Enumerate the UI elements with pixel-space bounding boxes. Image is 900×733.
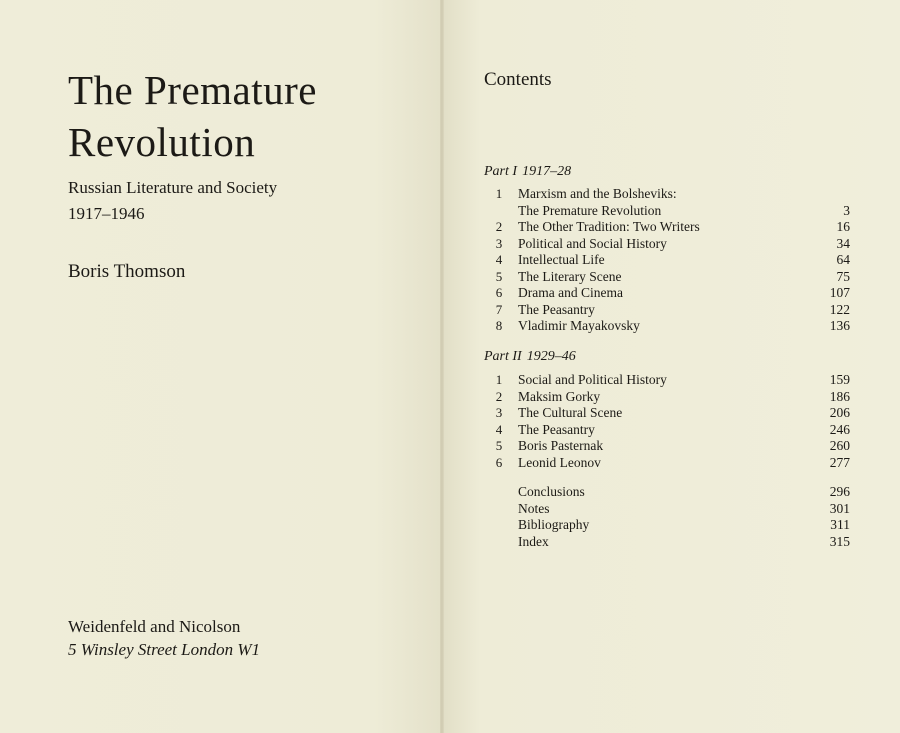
chapter-title: Leonid Leonov	[518, 454, 601, 470]
chapter-number: 1	[495, 372, 503, 387]
toc-entry	[484, 422, 850, 439]
title-line-1: The Premature	[68, 67, 317, 113]
chapter-number: 5	[495, 268, 503, 284]
chapter-number: 1	[495, 186, 503, 201]
page-number: 3	[843, 202, 850, 218]
chapter-title: The Cultural Scene	[518, 405, 623, 420]
toc-entry	[484, 534, 850, 551]
chapter-title: Political and Social History	[518, 235, 667, 251]
page-number: 159	[829, 372, 850, 387]
publisher-address: 5 Winsley Street London W1	[68, 640, 261, 659]
part-2-label: Part II	[484, 349, 522, 364]
toc-entry	[484, 484, 850, 501]
publisher-name: Weidenfeld and Nicolson	[68, 617, 241, 636]
page-number: 206	[829, 405, 850, 420]
page-number: 186	[829, 388, 850, 404]
chapter-number: 5	[495, 438, 503, 453]
part-1-label: Part I	[484, 164, 518, 179]
chapter-title: Vladimir Mayakovsky	[518, 318, 640, 333]
chapter-title: Marxism and the Bolsheviks:	[518, 186, 677, 201]
part-2-heading	[484, 348, 576, 366]
toc-entry	[484, 203, 850, 220]
toc-entry	[484, 302, 850, 319]
book-title	[68, 64, 317, 168]
chapter-number: 7	[495, 301, 503, 317]
chapter-title: The Peasantry	[518, 421, 595, 437]
toc-entry	[484, 405, 850, 422]
contents-heading: Contents	[484, 69, 552, 90]
page-number: 16	[836, 219, 850, 234]
page-number: 301	[829, 500, 850, 516]
page-number: 296	[829, 484, 850, 499]
chapter-title: Drama and Cinema	[518, 285, 623, 300]
toc-entry	[484, 236, 850, 253]
toc-entry	[484, 318, 850, 335]
chapter-number: 6	[495, 285, 503, 300]
title-line-2: Revolution	[68, 119, 256, 165]
toc-entry	[484, 186, 850, 203]
chapter-title: Boris Pasternak	[518, 438, 604, 453]
chapter-number: 4	[495, 252, 503, 267]
page-number: 34	[836, 235, 850, 251]
chapter-title: Intellectual Life	[518, 252, 605, 267]
chapter-number: 4	[495, 421, 503, 437]
chapter-number: 2	[495, 388, 503, 404]
toc-entry	[484, 438, 850, 455]
toc-entry	[484, 269, 850, 286]
toc-entry	[484, 252, 850, 269]
chapter-number: 3	[495, 405, 503, 420]
page-number: 277	[829, 454, 850, 470]
chapter-title: The Other Tradition: Two Writers	[518, 219, 700, 234]
chapter-number: 3	[495, 235, 503, 251]
page-number: 107	[829, 285, 850, 300]
title-page	[0, 0, 440, 733]
chapter-title: The Peasantry	[518, 301, 595, 317]
chapter-title: The Literary Scene	[518, 268, 622, 284]
book-author: Boris Thomson	[68, 261, 186, 282]
page-number: 75	[836, 268, 850, 284]
part-1-years: 1917–28	[522, 164, 572, 179]
page-number: 311	[830, 517, 850, 532]
part-1-heading	[484, 163, 571, 181]
page-number: 260	[829, 438, 850, 453]
toc-entry	[484, 517, 850, 534]
book-subtitle: Russian Literature and Society	[68, 178, 278, 197]
chapter-title: Maksim Gorky	[518, 388, 601, 404]
page-number: 122	[829, 301, 850, 317]
toc-entry	[484, 389, 850, 406]
back-matter-title: Notes	[518, 500, 550, 516]
chapter-title: Social and Political History	[518, 372, 667, 387]
toc-entry	[484, 285, 850, 302]
back-matter-title: Index	[518, 533, 549, 549]
part-2-years: 1929–46	[526, 349, 576, 364]
page-number: 64	[836, 252, 850, 267]
back-matter-title: Conclusions	[518, 484, 585, 499]
chapter-number: 2	[495, 219, 503, 234]
page-number: 246	[829, 421, 850, 437]
chapter-number: 8	[495, 318, 503, 333]
contents-page	[444, 0, 900, 733]
page-number: 315	[829, 533, 850, 549]
toc-entry	[484, 219, 850, 236]
chapter-number: 6	[495, 454, 503, 470]
book-years: 1917–1946	[68, 204, 145, 223]
back-matter-title: Bibliography	[518, 517, 590, 532]
toc-entry	[484, 455, 850, 472]
toc-entry	[484, 501, 850, 518]
toc-entry	[484, 372, 850, 389]
page-number: 136	[829, 318, 850, 333]
chapter-title: The Premature Revolution	[518, 202, 662, 218]
